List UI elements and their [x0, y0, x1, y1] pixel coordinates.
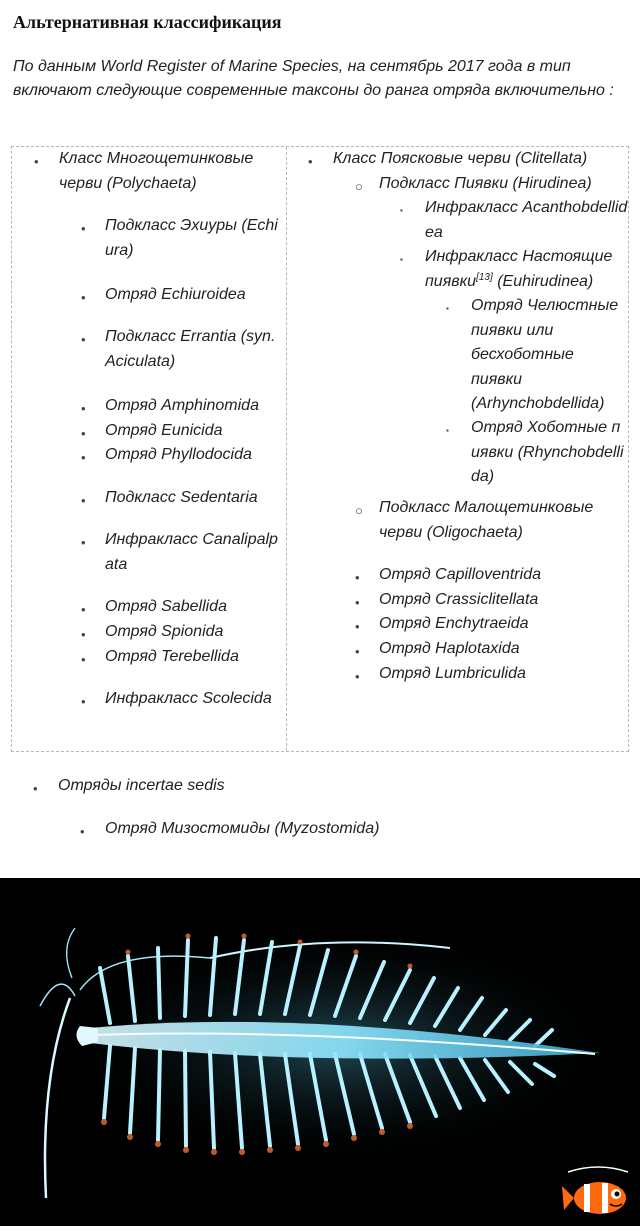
- clownfish-logo-icon: [560, 1162, 636, 1222]
- bullet-disc: •: [355, 669, 360, 684]
- list-item-scolecida[interactable]: Инфракласс Scolecida: [105, 690, 272, 707]
- bullet-disc: •: [81, 290, 86, 305]
- list-item-polychaeta[interactable]: Класс Многощетинковые черви (Polychaeta): [59, 150, 254, 192]
- list-item-clitellata[interactable]: Класс Поясковые черви (Clitellata): [333, 150, 588, 167]
- bullet-disc: •: [81, 221, 86, 236]
- list-item-echiura[interactable]: Подкласс Эхиуры (Echiura): [105, 217, 278, 259]
- list-item-incertae-sedis[interactable]: Отряды incertae sedis: [58, 777, 225, 794]
- bullet-disc: •: [81, 627, 86, 642]
- bullet-disc: •: [81, 493, 86, 508]
- list-item-errantia[interactable]: Подкласс Errantia (syn. Aciculata): [105, 328, 276, 370]
- bullet-square: ▪: [400, 206, 403, 215]
- intro-paragraph: По данным World Register of Marine Species, на сентябрь 2017 года в тип включают следующие современные таксоны до ранга отряда включительно :: [13, 58, 614, 99]
- list-item-enchytraeida[interactable]: Отряд Enchytraeida: [379, 615, 529, 632]
- bullet-disc: •: [81, 694, 86, 709]
- bullet-disc: •: [355, 570, 360, 585]
- list-item-eunicida[interactable]: Отряд Eunicida: [105, 422, 223, 439]
- list-item-hirudinea[interactable]: Подкласс Пиявки (Hirudinea): [379, 175, 592, 192]
- list-item-acanthobdellidea[interactable]: Инфракласс Acanthobdellidea: [425, 199, 628, 241]
- bullet-disc: •: [80, 824, 85, 839]
- euhirudinea-latin: (Euhirudinea): [497, 272, 594, 290]
- bullet-disc: •: [81, 602, 86, 617]
- bullet-disc: •: [355, 644, 360, 659]
- bullet-disc: •: [308, 154, 313, 169]
- bullet-circle: ○: [355, 503, 363, 518]
- list-item-sedentaria[interactable]: Подкласс Sedentaria: [105, 489, 258, 506]
- worm-illustration: [0, 878, 640, 1226]
- bullet-disc: •: [81, 332, 86, 347]
- bullet-circle: ○: [355, 179, 363, 194]
- list-item-sabellida[interactable]: Отряд Sabellida: [105, 598, 227, 615]
- bullet-square: ▪: [446, 426, 449, 435]
- bullet-disc: •: [81, 401, 86, 416]
- list-item-euhirudinea[interactable]: [425, 245, 629, 294]
- bullet-disc: •: [355, 619, 360, 634]
- list-item-canalipalpata[interactable]: Инфракласс Canalipalpata: [105, 531, 278, 573]
- bullet-disc: •: [81, 426, 86, 441]
- classification-table: [11, 146, 629, 752]
- bullet-square: ▪: [400, 255, 403, 264]
- bullet-disc: •: [34, 154, 39, 169]
- column-divider: [286, 147, 287, 751]
- list-item-rhynchobdellida[interactable]: Отряд Хоботные пиявки (Rhynchobdellida): [471, 419, 624, 485]
- section-heading: Альтернативная классификация: [13, 12, 282, 32]
- list-item-spionida[interactable]: Отряд Spionida: [105, 623, 224, 640]
- list-item-arhynchobdellida[interactable]: Отряд Челюстные пиявки или бесхоботные пиявки (Arhynchobdellida): [471, 297, 619, 412]
- bullet-disc: •: [355, 595, 360, 610]
- list-item-haplotaxida[interactable]: Отряд Haplotaxida: [379, 640, 520, 657]
- list-item-terebellida[interactable]: Отряд Terebellida: [105, 648, 239, 665]
- footnote-ref-13[interactable]: [13]: [476, 271, 493, 283]
- bullet-disc: •: [33, 781, 38, 796]
- euhirudinea-name: Инфракласс Настоящие пиявки: [425, 248, 613, 290]
- bullet-square: ▪: [446, 304, 449, 313]
- bullet-disc: •: [81, 652, 86, 667]
- list-item-myzostomida[interactable]: Отряд Мизостомиды (Myzostomida): [105, 820, 380, 837]
- list-item-capilloventrida[interactable]: Отряд Capilloventrida: [379, 566, 541, 583]
- list-item-phyllodocida[interactable]: Отряд Phyllodocida: [105, 446, 252, 463]
- bullet-disc: •: [81, 535, 86, 550]
- list-item-echiuroidea[interactable]: Отряд Echiuroidea: [105, 286, 246, 303]
- list-item-lumbriculida[interactable]: Отряд Lumbriculida: [379, 665, 526, 682]
- polychaete-photo: [0, 878, 640, 1226]
- list-item-oligochaeta[interactable]: Подкласс Малощетинковые черви (Oligochaeta): [379, 499, 594, 541]
- bullet-disc: •: [81, 450, 86, 465]
- list-item-amphinomida[interactable]: Отряд Amphinomida: [105, 397, 259, 414]
- list-item-crassiclitellata[interactable]: Отряд Crassiclitellata: [379, 591, 539, 608]
